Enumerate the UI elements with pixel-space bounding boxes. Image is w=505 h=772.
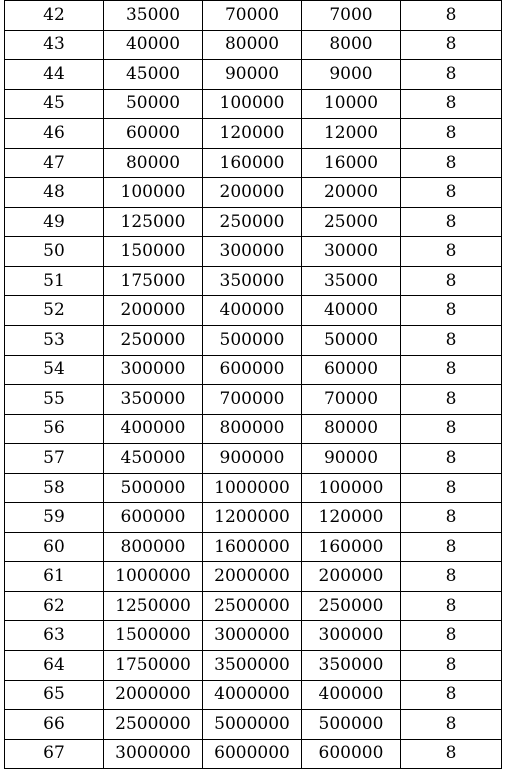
- table-cell: 3000000: [104, 739, 203, 769]
- table-cell: 350000: [104, 385, 203, 415]
- table-row: [5, 414, 502, 444]
- table-cell: 175000: [104, 266, 203, 296]
- table-cell: 8: [401, 710, 502, 740]
- table-cell: 8: [401, 148, 502, 178]
- table-row: [5, 237, 502, 267]
- table-cell: 8: [401, 503, 502, 533]
- table-cell: 2500000: [203, 591, 302, 621]
- table-cell: 500000: [104, 473, 203, 503]
- table-cell: 46: [5, 119, 104, 149]
- table-cell: 61: [5, 562, 104, 592]
- table-cell: 45: [5, 89, 104, 119]
- table-row: [5, 178, 502, 208]
- table-row: [5, 355, 502, 385]
- table-cell: 300000: [203, 237, 302, 267]
- table-cell: 49: [5, 207, 104, 237]
- table-cell: 3500000: [203, 651, 302, 681]
- table-cell: 90000: [302, 444, 401, 474]
- table-row: [5, 532, 502, 562]
- table-cell: 8: [401, 651, 502, 681]
- table-cell: 48: [5, 178, 104, 208]
- table-cell: 120000: [203, 119, 302, 149]
- table-cell: 60000: [302, 355, 401, 385]
- table-cell: 200000: [302, 562, 401, 592]
- table-cell: 25000: [302, 207, 401, 237]
- table-cell: 2500000: [104, 710, 203, 740]
- table-cell: 1750000: [104, 651, 203, 681]
- table-cell: 8: [401, 296, 502, 326]
- table-cell: 900000: [203, 444, 302, 474]
- table-cell: 300000: [104, 355, 203, 385]
- table-cell: 66: [5, 710, 104, 740]
- table-row: [5, 680, 502, 710]
- table-cell: 7000: [302, 1, 401, 31]
- table-cell: 8: [401, 89, 502, 119]
- table-cell: 100000: [203, 89, 302, 119]
- table-cell: 700000: [203, 385, 302, 415]
- table-cell: 51: [5, 266, 104, 296]
- table-body: [5, 1, 502, 769]
- table-cell: 600000: [203, 355, 302, 385]
- table-cell: 8: [401, 385, 502, 415]
- table-cell: 57: [5, 444, 104, 474]
- table-cell: 500000: [302, 710, 401, 740]
- table-cell: 80000: [302, 414, 401, 444]
- table-cell: 62: [5, 591, 104, 621]
- table-cell: 60000: [104, 119, 203, 149]
- table-row: [5, 266, 502, 296]
- table-cell: 1000000: [203, 473, 302, 503]
- table-cell: 450000: [104, 444, 203, 474]
- table-cell: 54: [5, 355, 104, 385]
- table-row: [5, 651, 502, 681]
- table-cell: 150000: [104, 237, 203, 267]
- table-cell: 8: [401, 473, 502, 503]
- table-cell: 8: [401, 591, 502, 621]
- table-cell: 1500000: [104, 621, 203, 651]
- table-cell: 43: [5, 30, 104, 60]
- table-cell: 47: [5, 148, 104, 178]
- table-row: [5, 296, 502, 326]
- table-cell: 8000: [302, 30, 401, 60]
- table-cell: 400000: [302, 680, 401, 710]
- table-cell: 44: [5, 60, 104, 90]
- table-cell: 8: [401, 621, 502, 651]
- table-cell: 65: [5, 680, 104, 710]
- table-cell: 8: [401, 680, 502, 710]
- table-row: [5, 739, 502, 769]
- table-cell: 300000: [302, 621, 401, 651]
- table-row: [5, 1, 502, 31]
- table-cell: 10000: [302, 89, 401, 119]
- table-cell: 8: [401, 532, 502, 562]
- table-row: [5, 621, 502, 651]
- table-cell: 8: [401, 562, 502, 592]
- table-cell: 70000: [302, 385, 401, 415]
- table-cell: 350000: [203, 266, 302, 296]
- table-cell: 2000000: [104, 680, 203, 710]
- table-cell: 1250000: [104, 591, 203, 621]
- table-cell: 90000: [203, 60, 302, 90]
- table-cell: 4000000: [203, 680, 302, 710]
- table-cell: 8: [401, 326, 502, 356]
- table-cell: 1600000: [203, 532, 302, 562]
- table-cell: 8: [401, 266, 502, 296]
- table-row: [5, 385, 502, 415]
- table-cell: 30000: [302, 237, 401, 267]
- table-cell: 42: [5, 1, 104, 31]
- table-cell: 500000: [203, 326, 302, 356]
- table-cell: 800000: [104, 532, 203, 562]
- table-cell: 45000: [104, 60, 203, 90]
- table-cell: 1200000: [203, 503, 302, 533]
- table-cell: 70000: [203, 1, 302, 31]
- table-row: [5, 119, 502, 149]
- table-cell: 8: [401, 414, 502, 444]
- table-cell: 600000: [104, 503, 203, 533]
- table-cell: 12000: [302, 119, 401, 149]
- table-cell: 59: [5, 503, 104, 533]
- table-row: [5, 60, 502, 90]
- table-cell: 8: [401, 355, 502, 385]
- table-cell: 350000: [302, 651, 401, 681]
- table-cell: 600000: [302, 739, 401, 769]
- data-table-container: [4, 0, 501, 769]
- table-cell: 160000: [203, 148, 302, 178]
- table-cell: 50: [5, 237, 104, 267]
- table-row: [5, 473, 502, 503]
- table-cell: 2000000: [203, 562, 302, 592]
- table-cell: 250000: [203, 207, 302, 237]
- table-row: [5, 207, 502, 237]
- table-cell: 55: [5, 385, 104, 415]
- table-cell: 250000: [302, 591, 401, 621]
- table-cell: 125000: [104, 207, 203, 237]
- table-cell: 80000: [104, 148, 203, 178]
- table-cell: 200000: [104, 296, 203, 326]
- table-cell: 52: [5, 296, 104, 326]
- table-cell: 800000: [203, 414, 302, 444]
- table-cell: 120000: [302, 503, 401, 533]
- table-cell: 400000: [203, 296, 302, 326]
- table-cell: 8: [401, 739, 502, 769]
- table-row: [5, 30, 502, 60]
- table-cell: 8: [401, 60, 502, 90]
- table-row: [5, 444, 502, 474]
- table-cell: 8: [401, 237, 502, 267]
- table-cell: 8: [401, 30, 502, 60]
- table-cell: 63: [5, 621, 104, 651]
- table-cell: 400000: [104, 414, 203, 444]
- table-cell: 8: [401, 1, 502, 31]
- table-cell: 50000: [104, 89, 203, 119]
- table-cell: 250000: [104, 326, 203, 356]
- table-cell: 53: [5, 326, 104, 356]
- table-cell: 9000: [302, 60, 401, 90]
- table-cell: 8: [401, 207, 502, 237]
- table-row: [5, 591, 502, 621]
- table-cell: 67: [5, 739, 104, 769]
- table-cell: 6000000: [203, 739, 302, 769]
- table-cell: 40000: [302, 296, 401, 326]
- table-cell: 35000: [302, 266, 401, 296]
- table-cell: 56: [5, 414, 104, 444]
- table-cell: 64: [5, 651, 104, 681]
- data-table: [4, 0, 502, 769]
- table-cell: 40000: [104, 30, 203, 60]
- table-cell: 20000: [302, 178, 401, 208]
- table-cell: 8: [401, 444, 502, 474]
- table-cell: 100000: [104, 178, 203, 208]
- table-cell: 160000: [302, 532, 401, 562]
- table-row: [5, 710, 502, 740]
- table-cell: 5000000: [203, 710, 302, 740]
- table-row: [5, 562, 502, 592]
- table-row: [5, 148, 502, 178]
- table-cell: 1000000: [104, 562, 203, 592]
- table-cell: 200000: [203, 178, 302, 208]
- table-cell: 35000: [104, 1, 203, 31]
- table-cell: 8: [401, 178, 502, 208]
- table-cell: 80000: [203, 30, 302, 60]
- table-row: [5, 326, 502, 356]
- table-cell: 58: [5, 473, 104, 503]
- table-cell: 60: [5, 532, 104, 562]
- table-cell: 8: [401, 119, 502, 149]
- table-cell: 50000: [302, 326, 401, 356]
- table-cell: 3000000: [203, 621, 302, 651]
- table-cell: 16000: [302, 148, 401, 178]
- table-row: [5, 503, 502, 533]
- table-row: [5, 89, 502, 119]
- table-cell: 100000: [302, 473, 401, 503]
